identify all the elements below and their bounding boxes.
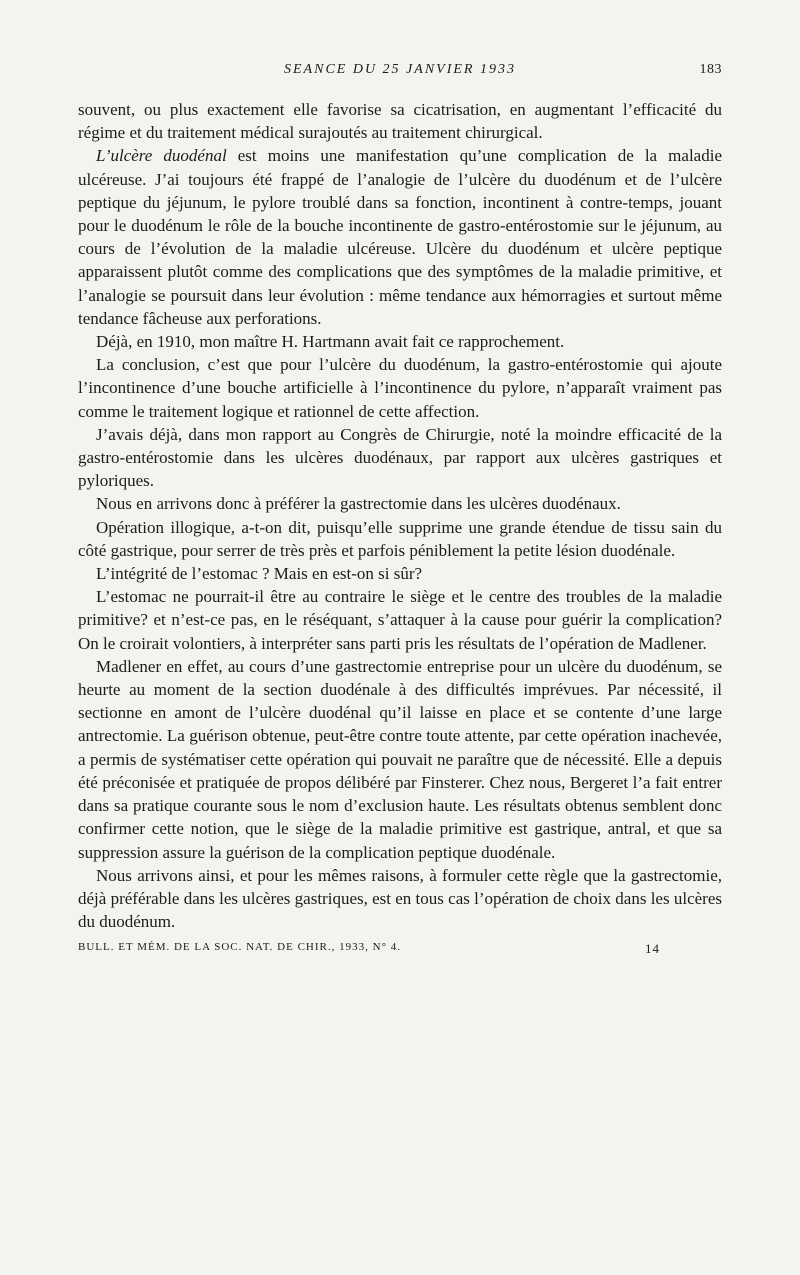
journal-citation: BULL. ET MÉM. DE LA SOC. NAT. DE CHIR., 1933, N° 4. [78, 941, 401, 954]
footer [78, 941, 722, 961]
document-page [78, 62, 722, 961]
paragraph-1: souvent, ou plus exactement elle favorise sa cicatrisation, en augmentant l’efficacité du régime et du traitement médical surajoutés au traitement chirurgical. [78, 100, 722, 143]
body-text [78, 98, 722, 933]
paragraph-2-text: est moins une manifestation qu’une complication de la maladie ulcéreuse. J’ai toujours été frappé de l’analogie de l’ulcère du duodénum et de l’ulcère peptique du jéjunum, le pylore troublé dans sa fonction, incontinent à contre-temps, jouant pour le duodénum le rôle de la bouche incontinente de gastro-entérostomie sur le jéjunum, au cours de l’évolution de la maladie ulcéreuse. Ulcère du duodénum et ulcère peptique apparaissent plutôt comme des complications que des symptômes de la maladie primitive, et l’analogie se poursuit dans leur évolution : même tendance aux hémorragies et surtout même tendance fâcheuse aux perforations. [78, 146, 722, 328]
paragraph-4: La conclusion, c’est que pour l’ulcère du duodénum, la gastro-entérostomie qui ajoute l’incontinence d’une bouche artificielle à l’incontinence du pylore, n’apparaît vraiment pas comme le traitement logique et rationnel de cette affection. [78, 355, 722, 421]
signature-mark: 14 [645, 941, 660, 957]
page-number: 183 [699, 62, 722, 77]
running-header [78, 62, 722, 86]
paragraph-5: J’avais déjà, dans mon rapport au Congrès de Chirurgie, noté la moindre efficacité de la gastro-entérostomie dans les ulcères duodénaux, par rapport aux ulcères gastriques et pyloriques. [78, 424, 722, 491]
paragraph-3: Déjà, en 1910, mon maître H. Hartmann avait fait ce rapprochement. [96, 332, 565, 352]
paragraph-6: Nous en arrivons donc à préférer la gastrectomie dans les ulcères duodénaux. [96, 494, 621, 514]
italic-lead: L’ulcère duodénal [96, 146, 227, 166]
paragraph-10: Madlener en effet, au cours d’une gastrectomie entreprise pour un ulcère du duodénum, se heurte au moment de la section duodénale à des difficultés imprévues. Par nécessité, il sectionne en amont de l’ulcère duodénal qu’il laisse en place et se contente d’une large antrectomie. La guérison obtenue, peut-être contre toute attente, par cette opération inachevée, a permis de systématiser cette opération qui pouvait ne paraître que de nécessité. Elle a depuis été préconisée et pratiquée de propos délibéré par Finsterer. Chez nous, Bergeret l’a fait entrer dans sa pratique courante sous le nom d’exclusion haute. Les résultats obtenus semblent donc confirmer cette notion, que le siège de la maladie primitive est gastrique, antral, et que sa suppression assure la guérison de la complication peptique duodénale. [78, 656, 722, 862]
paragraph-11: Nous arrivons ainsi, et pour les mêmes raisons, à formuler cette règle que la gastrectomie, déjà préférable dans les ulcères gastriques, est en tous cas l’opération de choix dans les ulcères du duodénum. [78, 865, 722, 932]
running-title: SEANCE DU 25 JANVIER 1933 [284, 62, 516, 77]
paragraph-9: L’estomac ne pourrait-il être au contraire le siège et le centre des troubles de la maladie primitive? et n’est-ce pas, en le réséquant, s’attaquer à la cause pour guérir la complication? On le croirait volontiers, à interpréter sans parti pris les résultats de l’opération de Madlener. [78, 587, 722, 653]
paragraph-8: L’intégrité de l’estomac ? Mais en est-on si sûr? [96, 564, 423, 584]
paragraph-7: Opération illogique, a-t-on dit, puisqu’elle supprime une grande étendue de tissu sain du côté gastrique, pour serrer de très près et parfois péniblement la petite lésion duodénale. [78, 517, 722, 560]
paragraph-2 [78, 144, 722, 330]
